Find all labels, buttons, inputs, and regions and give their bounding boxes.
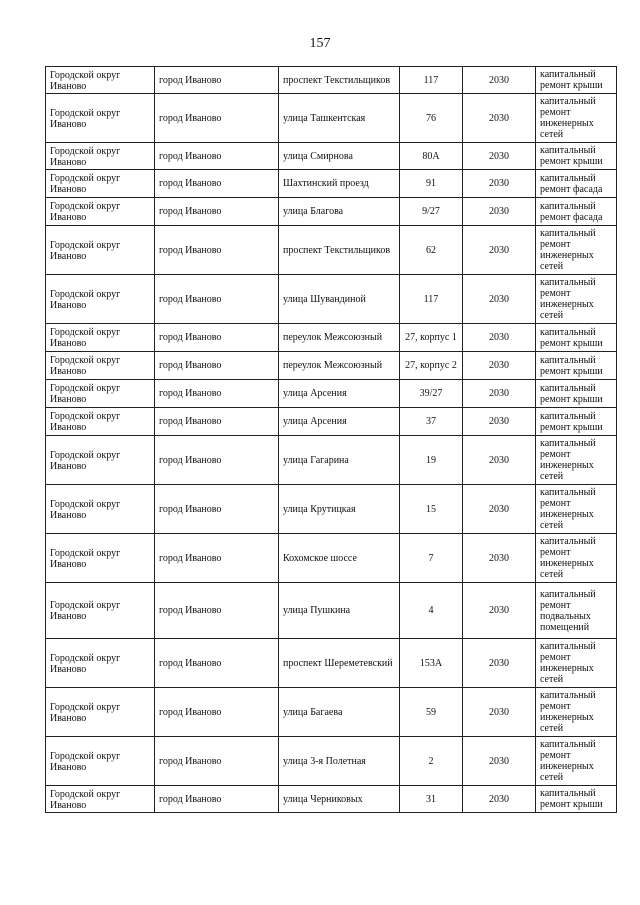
- street-cell: улица Гагарина: [279, 436, 400, 485]
- year-cell: 2030: [463, 583, 536, 639]
- table-row: [46, 275, 617, 324]
- house-number-cell: 27, корпус 2: [400, 352, 463, 380]
- street-cell: Шахтинский проезд: [279, 170, 400, 198]
- okrug-cell: [46, 352, 155, 380]
- city-cell: город Иваново: [155, 485, 279, 534]
- city-cell: город Иваново: [155, 94, 279, 143]
- table-row: [46, 226, 617, 275]
- table-row: [46, 408, 617, 436]
- table-body: [46, 67, 617, 813]
- okrug-cell: [46, 143, 155, 170]
- year-cell: 2030: [463, 324, 536, 352]
- city-cell: город Иваново: [155, 639, 279, 688]
- table-row: [46, 485, 617, 534]
- house-number-cell: 37: [400, 408, 463, 436]
- house-number-cell: 7: [400, 534, 463, 583]
- year-cell: 2030: [463, 408, 536, 436]
- street-cell: улица Арсения: [279, 408, 400, 436]
- street-cell: проспект Текстильщиков: [279, 67, 400, 94]
- work-type-cell: капитальный ремонт инженерных сетей: [536, 688, 617, 737]
- table-row: [46, 94, 617, 143]
- street-cell: улица Крутицкая: [279, 485, 400, 534]
- okrug-text: Городской округ Иваново: [50, 107, 121, 130]
- okrug-text: Городской округ Иваново: [50, 201, 121, 223]
- street-cell: переулок Межсоюзный: [279, 324, 400, 352]
- street-cell: улица Шувандиной: [279, 275, 400, 324]
- city-cell: город Иваново: [155, 170, 279, 198]
- work-type-cell: капитальный ремонт крыши: [536, 143, 617, 170]
- table-row: [46, 786, 617, 813]
- house-number-cell: 27, корпус 1: [400, 324, 463, 352]
- year-cell: 2030: [463, 67, 536, 94]
- street-cell: улица 3-я Полетная: [279, 737, 400, 786]
- city-cell: город Иваново: [155, 688, 279, 737]
- city-cell: город Иваново: [155, 436, 279, 485]
- okrug-text: Городской округ Иваново: [50, 145, 121, 168]
- city-cell: город Иваново: [155, 408, 279, 436]
- okrug-cell: [46, 67, 155, 94]
- house-number-cell: 9/27: [400, 198, 463, 226]
- year-cell: 2030: [463, 352, 536, 380]
- work-type-cell: капитальный ремонт фасада: [536, 198, 617, 226]
- house-number-cell: 19: [400, 436, 463, 485]
- street-cell: улица Смирнова: [279, 143, 400, 170]
- house-number-cell: 117: [400, 67, 463, 94]
- okrug-text: Городской округ Иваново: [50, 69, 121, 92]
- okrug-cell: [46, 275, 155, 324]
- house-number-cell: 153А: [400, 639, 463, 688]
- table-row: [46, 170, 617, 198]
- year-cell: 2030: [463, 737, 536, 786]
- okrug-cell: [46, 324, 155, 352]
- work-type-cell: капитальный ремонт инженерных сетей: [536, 639, 617, 688]
- city-cell: город Иваново: [155, 198, 279, 226]
- okrug-text: Городской округ Иваново: [50, 449, 121, 472]
- work-type-cell: капитальный ремонт инженерных сетей: [536, 485, 617, 534]
- okrug-text: Городской округ Иваново: [50, 498, 121, 521]
- okrug-text: Городской округ Иваново: [50, 383, 121, 405]
- okrug-text: Городской округ Иваново: [50, 652, 121, 675]
- city-cell: город Иваново: [155, 352, 279, 380]
- year-cell: 2030: [463, 639, 536, 688]
- okrug-cell: [46, 688, 155, 737]
- house-number-cell: 31: [400, 786, 463, 813]
- year-cell: 2030: [463, 688, 536, 737]
- year-cell: 2030: [463, 275, 536, 324]
- okrug-cell: [46, 198, 155, 226]
- year-cell: 2030: [463, 534, 536, 583]
- work-type-cell: капитальный ремонт фасада: [536, 170, 617, 198]
- okrug-text: Городской округ Иваново: [50, 788, 121, 811]
- work-type-cell: капитальный ремонт крыши: [536, 67, 617, 94]
- okrug-text: Городской округ Иваново: [50, 355, 121, 377]
- house-number-cell: 39/27: [400, 380, 463, 408]
- table-row: [46, 436, 617, 485]
- city-cell: город Иваново: [155, 275, 279, 324]
- okrug-cell: [46, 226, 155, 275]
- house-number-cell: 62: [400, 226, 463, 275]
- work-type-cell: капитальный ремонт инженерных сетей: [536, 226, 617, 275]
- work-type-cell: капитальный ремонт крыши: [536, 408, 617, 436]
- house-number-cell: 91: [400, 170, 463, 198]
- work-type-cell: капитальный ремонт инженерных сетей: [536, 534, 617, 583]
- okrug-text: Городской округ Иваново: [50, 288, 121, 311]
- house-number-cell: 117: [400, 275, 463, 324]
- street-cell: проспект Шереметевский: [279, 639, 400, 688]
- city-cell: город Иваново: [155, 67, 279, 94]
- year-cell: 2030: [463, 786, 536, 813]
- year-cell: 2030: [463, 170, 536, 198]
- table-row: [46, 380, 617, 408]
- city-cell: город Иваново: [155, 143, 279, 170]
- year-cell: 2030: [463, 198, 536, 226]
- street-cell: улица Арсения: [279, 380, 400, 408]
- street-cell: проспект Текстильщиков: [279, 226, 400, 275]
- okrug-text: Городской округ Иваново: [50, 411, 121, 433]
- work-type-cell: капитальный ремонт крыши: [536, 786, 617, 813]
- table-row: [46, 143, 617, 170]
- street-cell: переулок Межсоюзный: [279, 352, 400, 380]
- table-row: [46, 352, 617, 380]
- okrug-cell: [46, 534, 155, 583]
- table-row: [46, 737, 617, 786]
- year-cell: 2030: [463, 226, 536, 275]
- okrug-cell: [46, 583, 155, 639]
- house-number-cell: 15: [400, 485, 463, 534]
- okrug-cell: [46, 786, 155, 813]
- okrug-text: Городской округ Иваново: [50, 750, 121, 773]
- house-number-cell: 59: [400, 688, 463, 737]
- street-cell: улица Черниковых: [279, 786, 400, 813]
- city-cell: город Иваново: [155, 534, 279, 583]
- okrug-cell: [46, 94, 155, 143]
- work-type-cell: капитальный ремонт крыши: [536, 324, 617, 352]
- okrug-cell: [46, 436, 155, 485]
- work-type-cell: капитальный ремонт инженерных сетей: [536, 94, 617, 143]
- okrug-cell: [46, 485, 155, 534]
- city-cell: город Иваново: [155, 737, 279, 786]
- okrug-text: Городской округ Иваново: [50, 701, 121, 724]
- table-row: [46, 534, 617, 583]
- okrug-cell: [46, 639, 155, 688]
- city-cell: город Иваново: [155, 226, 279, 275]
- okrug-text: Городской округ Иваново: [50, 600, 121, 622]
- year-cell: 2030: [463, 436, 536, 485]
- street-cell: улица Багаева: [279, 688, 400, 737]
- table-row: [46, 639, 617, 688]
- street-cell: улица Ташкентская: [279, 94, 400, 143]
- okrug-text: Городской округ Иваново: [50, 547, 121, 570]
- work-type-cell: капитальный ремонт инженерных сетей: [536, 275, 617, 324]
- page-number: 157: [309, 36, 331, 51]
- city-cell: город Иваново: [155, 380, 279, 408]
- year-cell: 2030: [463, 380, 536, 408]
- work-type-cell: капитальный ремонт крыши: [536, 380, 617, 408]
- work-type-cell: капитальный ремонт инженерных сетей: [536, 737, 617, 786]
- work-type-cell: капитальный ремонт подвальных помещений: [536, 583, 617, 639]
- city-cell: город Иваново: [155, 786, 279, 813]
- okrug-cell: [46, 170, 155, 198]
- okrug-cell: [46, 737, 155, 786]
- street-cell: улица Пушкина: [279, 583, 400, 639]
- okrug-text: Городской округ Иваново: [50, 239, 121, 262]
- table-row: [46, 688, 617, 737]
- city-cell: город Иваново: [155, 324, 279, 352]
- house-number-cell: 76: [400, 94, 463, 143]
- okrug-text: Городской округ Иваново: [50, 327, 121, 349]
- table-row: [46, 67, 617, 94]
- city-cell: город Иваново: [155, 583, 279, 639]
- year-cell: 2030: [463, 143, 536, 170]
- street-cell: Кохомское шоссе: [279, 534, 400, 583]
- house-number-cell: 4: [400, 583, 463, 639]
- okrug-text: Городской округ Иваново: [50, 173, 121, 195]
- okrug-cell: [46, 380, 155, 408]
- okrug-cell: [46, 408, 155, 436]
- year-cell: 2030: [463, 94, 536, 143]
- house-number-cell: 2: [400, 737, 463, 786]
- table-row: [46, 583, 617, 639]
- street-cell: улица Благова: [279, 198, 400, 226]
- work-type-cell: капитальный ремонт крыши: [536, 352, 617, 380]
- year-cell: 2030: [463, 485, 536, 534]
- table-row: [46, 198, 617, 226]
- table-row: [46, 324, 617, 352]
- house-number-cell: 80А: [400, 143, 463, 170]
- repair-registry-table: [45, 66, 617, 813]
- work-type-cell: капитальный ремонт инженерных сетей: [536, 436, 617, 485]
